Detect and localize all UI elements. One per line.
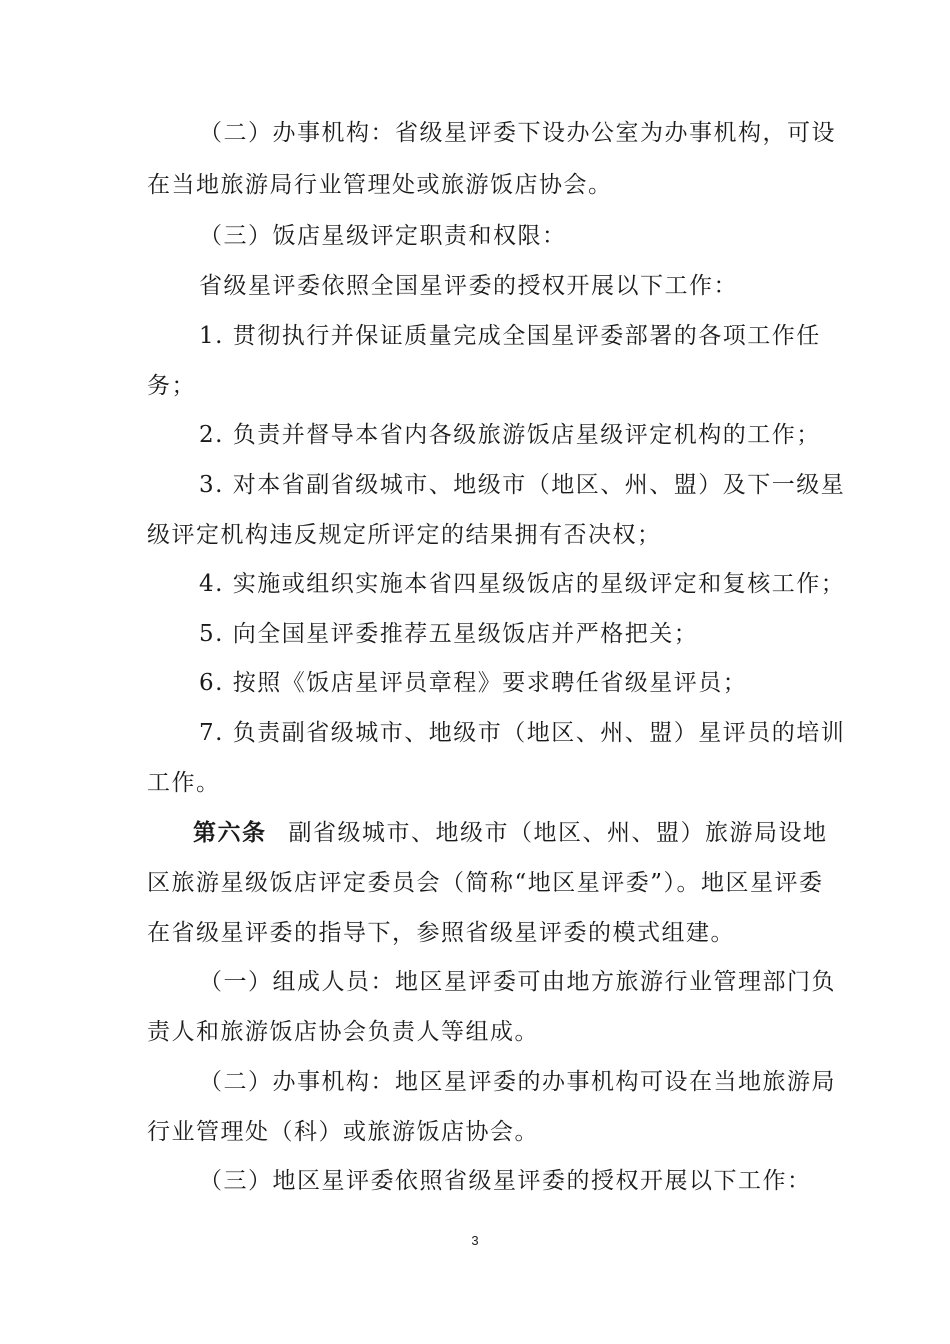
paragraph-line: 责人和旅游饭店协会负责人等组成。 (147, 1019, 539, 1045)
list-item-line: 2. 负责并督导本省内各级旅游饭店星级评定机构的工作； (199, 422, 821, 448)
paragraph-line: （一）组成人员：地区星评委可由地方旅游行业管理部门负 (199, 969, 836, 995)
list-item-line: 级评定机构违反规定所评定的结果拥有否决权； (147, 522, 662, 548)
paragraph-line: （二）办事机构：地区星评委的办事机构可设在当地旅游局 (199, 1069, 836, 1095)
page-number: 3 (471, 1233, 479, 1248)
paragraph-line: 行业管理处（科）或旅游饭店协会。 (147, 1119, 539, 1145)
paragraph-line: 省级星评委依照全国星评委的授权开展以下工作： (199, 273, 738, 299)
article-heading: 第六条 (193, 820, 267, 846)
list-item-line: 7. 负责副省级城市、地级市（地区、州、盟）星评员的培训 (199, 720, 846, 746)
list-item-line: 务； (147, 373, 196, 399)
list-item-line: 3. 对本省副省级城市、地级市（地区、州、盟）及下一级星 (199, 472, 846, 498)
list-item-line: 工作。 (147, 770, 221, 796)
paragraph-line: （三）地区星评委依照省级星评委的授权开展以下工作： (199, 1168, 812, 1194)
list-item-line: 6. 按照《饭店星评员章程》要求聘任省级星评员； (199, 670, 748, 696)
list-item-line: 1. 贯彻执行并保证质量完成全国星评委部署的各项工作任 (199, 323, 821, 349)
article-line (193, 818, 828, 848)
article-line: 区旅游星级饭店评定委员会（简称“地区星评委”）。地区星评委 (147, 870, 824, 896)
paragraph-line: （三）饭店星级评定职责和权限： (199, 223, 567, 249)
article-text: 副省级城市、地级市（地区、州、盟）旅游局设地 (288, 820, 828, 846)
paragraph-line: （二）办事机构：省级星评委下设办公室为办事机构，可设 (199, 120, 836, 146)
list-item-line: 5. 向全国星评委推荐五星级饭店并严格把关； (199, 621, 699, 647)
paragraph-line: 在当地旅游局行业管理处或旅游饭店协会。 (147, 172, 613, 198)
article-line: 在省级星评委的指导下，参照省级星评委的模式组建。 (147, 920, 735, 946)
list-item-line: 4. 实施或组织实施本省四星级饭店的星级评定和复核工作； (199, 571, 846, 597)
